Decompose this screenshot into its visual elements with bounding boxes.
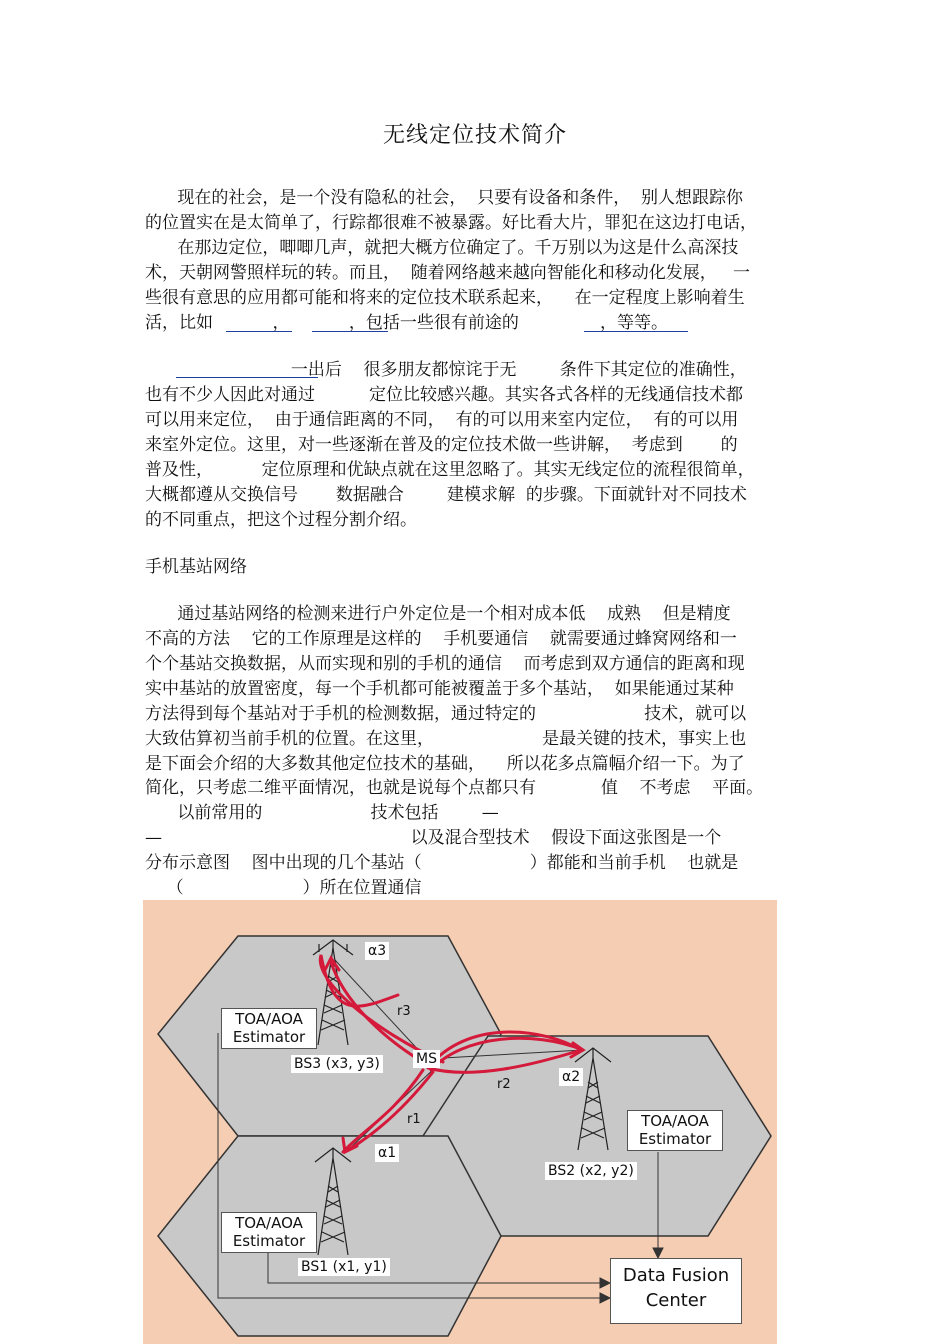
text-line: 的位置实在是太简单了，行踪都很难不被暴露。好比看大片，罪犯在这边打电话，	[145, 213, 757, 233]
bs1-label: BS1 (x1, y1)	[298, 1258, 390, 1276]
positioning-diagram	[143, 900, 777, 1344]
text-line: 个个基站交换数据，从而实现和别的手机的通信 而考虑到双方通信的距离和现	[145, 654, 745, 674]
text-line: 通过基站网络的检测来进行户外定位是一个相对成本低 成熟 但是精度	[145, 604, 731, 624]
toa-aoa-estimator-bs1	[221, 1212, 317, 1253]
r3-label: r3	[397, 1004, 411, 1019]
blank-link-1[interactable]	[226, 331, 292, 332]
estimator-line2: Estimator	[638, 1130, 712, 1148]
r2-label: r2	[497, 1077, 511, 1092]
estimator-line2: Estimator	[232, 1028, 306, 1046]
fusion-line2: Center	[645, 1290, 707, 1311]
section-heading: 手机基站网络	[145, 557, 247, 577]
blank-link-2[interactable]	[312, 331, 388, 332]
text-line: 大概都遵从交换信号 数据融合 建模求解 的步骤。下面就针对不同技术	[145, 485, 747, 505]
toa-aoa-estimator-bs3	[221, 1008, 317, 1049]
text-line: 分布示意图 图中出现的几个基站（ ）都能和当前手机 也就是	[145, 853, 739, 873]
text-line: 在那边定位，唧唧几声，就把大概方位确定了。千万别以为这是什么高深技	[145, 238, 739, 258]
text-line: （ ）所在位置通信	[145, 878, 422, 898]
text-line: 来室外定位。这里，对一些逐渐在普及的定位技术做一些讲解， 考虑到 的	[145, 435, 738, 455]
bs3-label: BS3 (x3, y3)	[291, 1055, 383, 1073]
text-line: 的不同重点，把这个过程分割介绍。	[145, 510, 417, 530]
text-line: 以前常用的 技术包括 —	[145, 803, 499, 823]
text-line: 简化，只考虑二维平面情况，也就是说每个点都只有 值 不考虑 平面。	[145, 778, 764, 798]
text-line: 实中基站的放置密度，每一个手机都可能被覆盖于多个基站， 如果能通过某种	[145, 679, 734, 699]
text-line: — 以及混合型技术 假设下面这张图是一个	[145, 828, 722, 848]
ms-label: MS	[413, 1050, 440, 1068]
text-line: 也有不少人因此对通过 定位比较感兴趣。其实各式各样的无线通信技术都	[145, 385, 744, 405]
estimator-line1: TOA/AOA	[641, 1112, 709, 1130]
alpha3-label: α3	[365, 942, 389, 960]
text-line: 方法得到每个基站对于手机的检测数据，通过特定的 技术，就可以	[145, 704, 747, 724]
text-line: 一出后 很多朋友都惊诧于无 条件下其定位的准确性，	[145, 360, 747, 380]
fusion-line1: Data Fusion	[622, 1265, 730, 1286]
text-line: 术，天朝网警照样玩的转。而且， 随着网络越来越向智能化和移动化发展， 一	[145, 263, 751, 283]
text-line: 活，比如 ， ，包括一些很有前途的 ，等等。	[145, 313, 668, 333]
text-line: 些很有意思的应用都可能和将来的定位技术联系起来， 在一定程度上影响着生	[145, 288, 745, 308]
text-line: 普及性， 定位原理和优缺点就在这里忽略了。其实无线定位的流程很简单，	[145, 460, 755, 480]
estimator-line1: TOA/AOA	[235, 1010, 303, 1028]
alpha1-label: α1	[375, 1144, 399, 1162]
text-line: 可以用来定位， 由于通信距离的不同， 有的可以用来室内定位， 有的可以用	[145, 410, 739, 430]
text-line: 现在的社会，是一个没有隐私的社会， 只要有设备和条件， 别人想跟踪你	[145, 188, 744, 208]
document-title: 无线定位技术简介	[382, 123, 567, 148]
toa-aoa-estimator-bs2	[627, 1110, 723, 1151]
estimator-line1: TOA/AOA	[235, 1214, 303, 1232]
text-line: 不高的方法 它的工作原理是这样的 手机要通信 就需要通过蜂窝网络和一	[145, 629, 737, 649]
data-fusion-center	[610, 1258, 742, 1324]
text-line: 是下面会介绍的大多数其他定位技术的基础， 所以花多点篇幅介绍一下。为了	[145, 754, 745, 774]
text-line: 大致估算初当前手机的位置。在这里， 是最关键的技术，事实上也	[145, 729, 747, 749]
r1-label: r1	[407, 1112, 421, 1127]
blank-link-3[interactable]	[584, 331, 688, 332]
alpha2-label: α2	[559, 1068, 583, 1086]
bs2-label: BS2 (x2, y2)	[545, 1162, 637, 1180]
estimator-line2: Estimator	[232, 1232, 306, 1250]
